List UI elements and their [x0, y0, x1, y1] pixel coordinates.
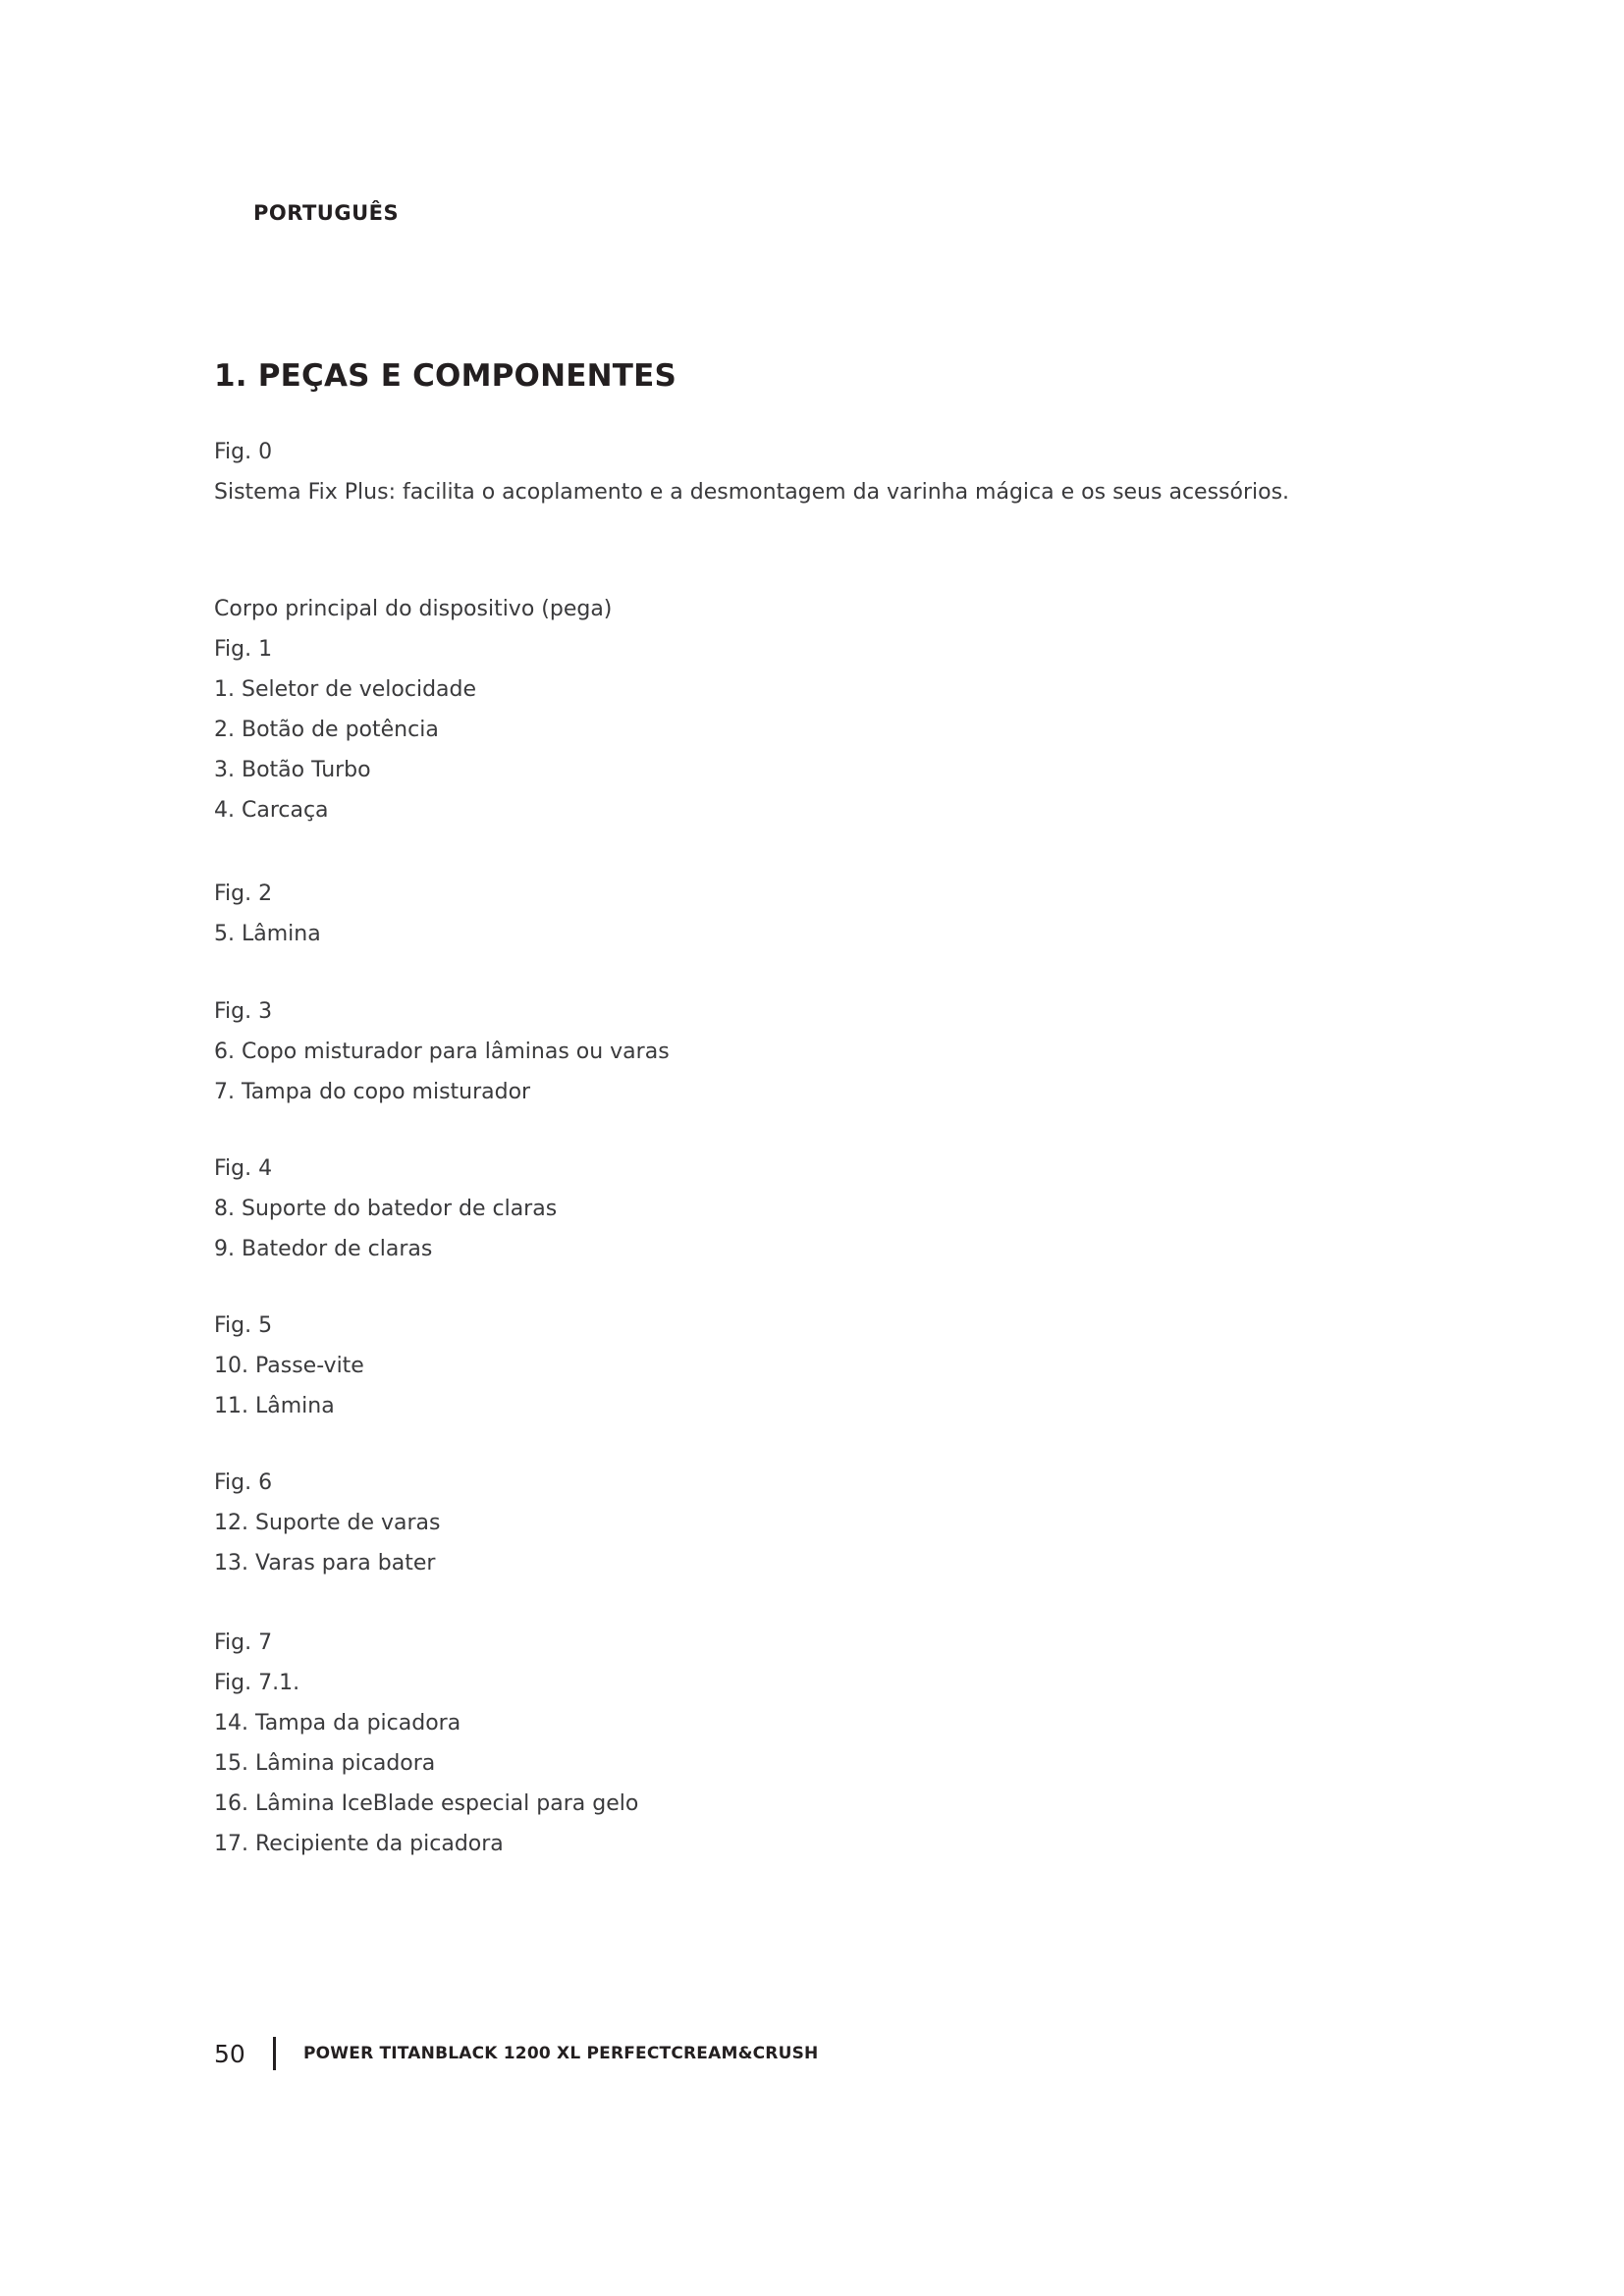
footer-page-number: 50: [214, 2039, 245, 2068]
text-line: 4. Carcaça: [214, 798, 329, 823]
footer-product-name: POWER TITANBLACK 1200 XL PERFECTCREAM&CRUSH: [303, 2044, 819, 2063]
text-block: [214, 432, 1422, 512]
section-title: 1. PEÇAS E COMPONENTES: [214, 358, 677, 394]
text-line: 15. Lâmina picadora: [214, 1751, 436, 1776]
language-header: PORTUGUÊS: [253, 201, 400, 225]
footer-divider: [273, 2037, 276, 2070]
text-line: 16. Lâmina IceBlade especial para gelo: [214, 1791, 639, 1816]
text-line: 13. Varas para bater: [214, 1551, 436, 1575]
text-line: Fig. 5: [214, 1313, 273, 1338]
text-block: [214, 1463, 1422, 1583]
text-line: 12. Suporte de varas: [214, 1511, 441, 1535]
text-line: Fig. 7.1.: [214, 1671, 300, 1695]
text-line: 1. Seletor de velocidade: [214, 677, 477, 702]
text-line: Fig. 0: [214, 440, 273, 464]
text-line: 3. Botão Turbo: [214, 758, 371, 782]
text-line: 10. Passe-vite: [214, 1354, 364, 1378]
text-line: Fig. 4: [214, 1156, 273, 1181]
text-line: 11. Lâmina: [214, 1394, 335, 1418]
text-line: 8. Suporte do batedor de claras: [214, 1197, 558, 1221]
text-line: Corpo principal do dispositivo (pega): [214, 597, 613, 621]
text-line: 9. Batedor de claras: [214, 1237, 433, 1261]
text-line: Fig. 2: [214, 881, 273, 906]
text-line: 2. Botão de potência: [214, 718, 439, 742]
text-line: 6. Copo misturador para lâminas ou varas: [214, 1040, 670, 1064]
text-block: [214, 589, 1422, 830]
text-block: [214, 874, 1422, 954]
text-block: [214, 1306, 1422, 1426]
text-line: 5. Lâmina: [214, 922, 321, 946]
page-footer: [214, 2037, 818, 2070]
text-line: Fig. 1: [214, 637, 273, 662]
text-line: Fig. 3: [214, 999, 273, 1024]
text-line: Sistema Fix Plus: facilita o acoplamento e a desmontagem da varinha mágica e os seus acessórios.: [214, 480, 1290, 505]
text-line: 17. Recipiente da picadora: [214, 1832, 504, 1856]
text-line: Fig. 7: [214, 1630, 273, 1655]
text-block: [214, 1148, 1422, 1269]
text-block: [214, 1623, 1422, 1864]
text-line: 14. Tampa da picadora: [214, 1711, 461, 1735]
text-line: Fig. 6: [214, 1470, 273, 1495]
text-line: 7. Tampa do copo misturador: [214, 1080, 531, 1104]
text-block: [214, 991, 1422, 1112]
